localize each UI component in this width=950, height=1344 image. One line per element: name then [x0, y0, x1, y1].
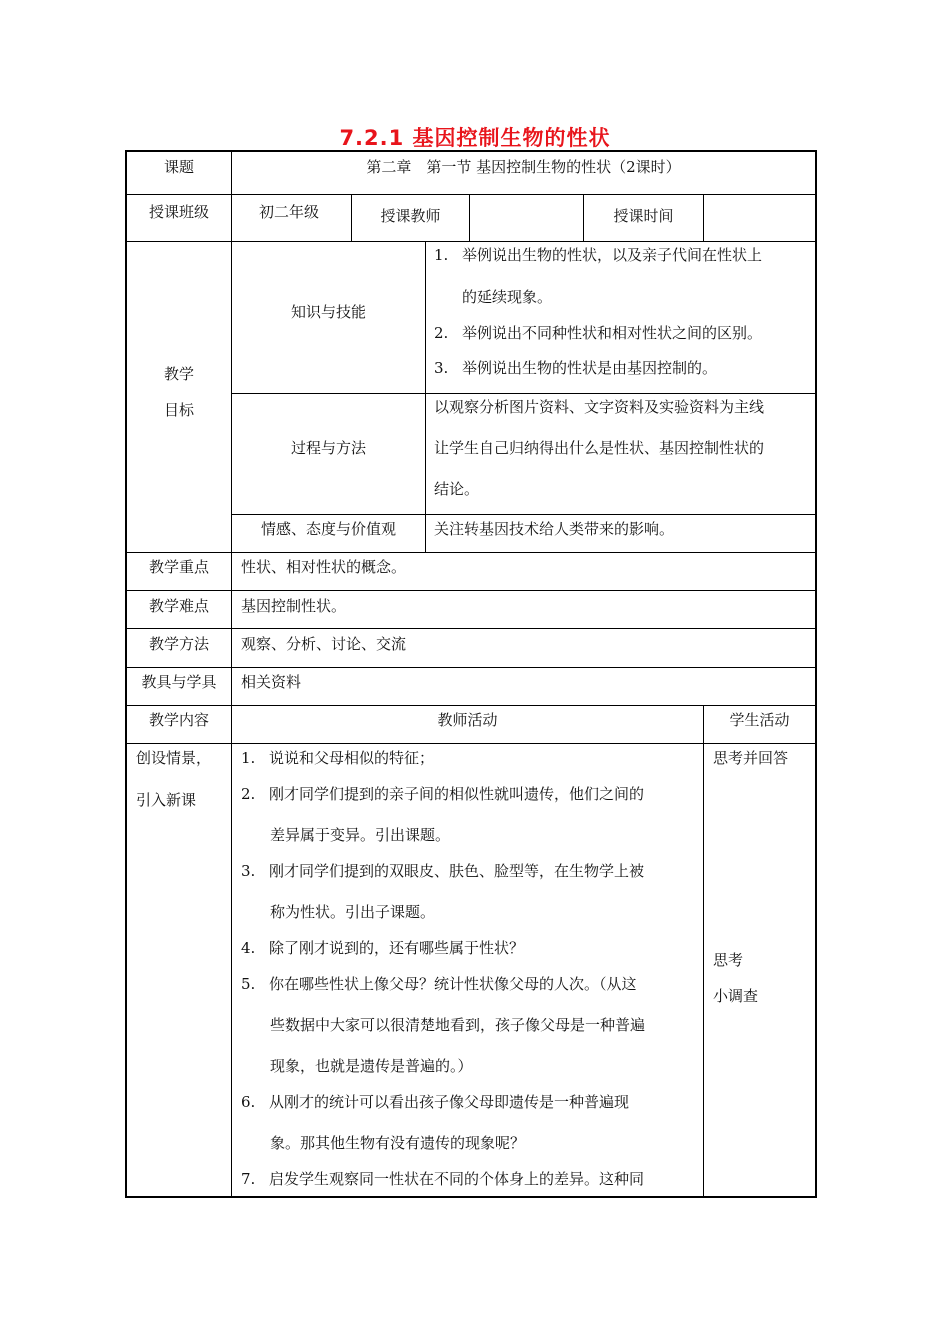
- objectives-label-line2: 目标: [163, 401, 194, 419]
- teacher-activity-continued: 些数据中大家可以很清楚地看到，孩子像父母是一种普遍: [270, 1016, 646, 1034]
- process-line: 以观察分析图片资料、文字资料及实验资料为主线: [434, 398, 765, 416]
- method-value: 观察、分析、讨论、交流: [241, 635, 407, 653]
- teacher-activity-continued: 象。那其他生物有没有遗传的现象呢？: [270, 1134, 526, 1152]
- column-divider: [469, 194, 470, 242]
- teacher-activity-continued: 差异属于变异。引出课题。: [270, 826, 451, 844]
- teacher-activity-item: 4. 除了刚才说到的，还有哪些属于性状？: [241, 939, 525, 957]
- process-label: 过程与方法: [290, 439, 366, 457]
- knowledge-item: 2. 举例说出不同种性状和相对性状之间的区别。: [434, 324, 763, 342]
- emotion-value: 关注转基因技术给人类带来的影响。: [434, 520, 675, 538]
- teacher-activity-item: 5. 你在哪些性状上像父母？统计性状像父母的人次。（从这: [241, 975, 637, 993]
- column-header-student: 学生活动: [729, 711, 790, 729]
- table-border-right: [815, 150, 817, 1198]
- student-activity: 思考: [713, 951, 744, 969]
- row-divider: [232, 514, 816, 515]
- row-divider: [125, 667, 817, 668]
- student-activity: 思考并回答: [713, 749, 789, 767]
- teacher-activity-continued: 称为性状。引出子课题。: [270, 903, 436, 921]
- teacher-activity-item: 6. 从刚才的统计可以看出孩子像父母即遗传是一种普遍现: [241, 1093, 630, 1111]
- section-content-line: 引入新课: [136, 791, 197, 809]
- row-divider: [125, 590, 817, 591]
- column-divider: [703, 194, 704, 242]
- process-line: 结论。: [434, 480, 480, 498]
- page-title: 7.2.1 基因控制生物的性状: [339, 126, 611, 150]
- lesson-label: 课题: [163, 158, 194, 176]
- row-divider: [125, 194, 817, 195]
- teacher-label: 授课教师: [380, 207, 441, 225]
- class-value: 初二年级: [259, 203, 320, 221]
- key-point-label: 教学重点: [148, 558, 209, 576]
- time-label: 授课时间: [613, 207, 674, 225]
- column-divider: [425, 241, 426, 553]
- row-divider: [125, 743, 817, 744]
- process-line: 让学生自己归纳得出什么是性状、基因控制性状的: [434, 439, 765, 457]
- difficult-point-value: 基因控制性状。: [241, 597, 347, 615]
- row-divider: [125, 241, 817, 242]
- objectives-label-line1: 教学: [163, 365, 194, 383]
- tools-value: 相关资料: [241, 673, 302, 691]
- table-border-bottom: [125, 1196, 817, 1198]
- teacher-activity-item: 2. 刚才同学们提到的亲子间的相似性就叫遗传，他们之间的: [241, 785, 645, 803]
- knowledge-item: 1. 举例说出生物的性状，以及亲子代间在性状上: [434, 246, 763, 264]
- method-label: 教学方法: [148, 635, 209, 653]
- difficult-point-label: 教学难点: [148, 597, 209, 615]
- teacher-activity-continued: 现象，也就是遗传是普遍的。）: [270, 1057, 473, 1075]
- teacher-activity-item: 1. 说说和父母相似的特征；: [241, 749, 435, 767]
- column-header-teacher: 教师活动: [437, 711, 498, 729]
- knowledge-item: 3. 举例说出生物的性状是由基因控制的。: [434, 359, 718, 377]
- column-divider: [703, 705, 704, 1197]
- row-divider: [125, 628, 817, 629]
- row-divider: [232, 393, 816, 394]
- student-activity: 小调查: [713, 987, 759, 1005]
- teacher-activity-item: 7. 启发学生观察同一性状在不同的个体身上的差异。这种同: [241, 1170, 645, 1188]
- lesson-value: 第二章 第一节 基因控制生物的性状（2课时）: [366, 158, 681, 176]
- knowledge-item-continued: 的延续现象。: [462, 288, 553, 306]
- key-point-value: 性状、相对性状的概念。: [241, 558, 407, 576]
- class-label: 授课班级: [148, 203, 209, 221]
- row-divider: [125, 552, 817, 553]
- table-border-top: [125, 150, 817, 152]
- emotion-label: 情感、态度与价值观: [260, 520, 396, 538]
- column-header-content: 教学内容: [148, 711, 209, 729]
- row-divider: [125, 705, 817, 706]
- knowledge-label: 知识与技能: [290, 303, 366, 321]
- section-content-line: 创设情景，: [136, 749, 212, 767]
- tools-label: 教具与学具: [141, 673, 217, 691]
- teacher-activity-item: 3. 刚才同学们提到的双眼皮、肤色、脸型等，在生物学上被: [241, 862, 645, 880]
